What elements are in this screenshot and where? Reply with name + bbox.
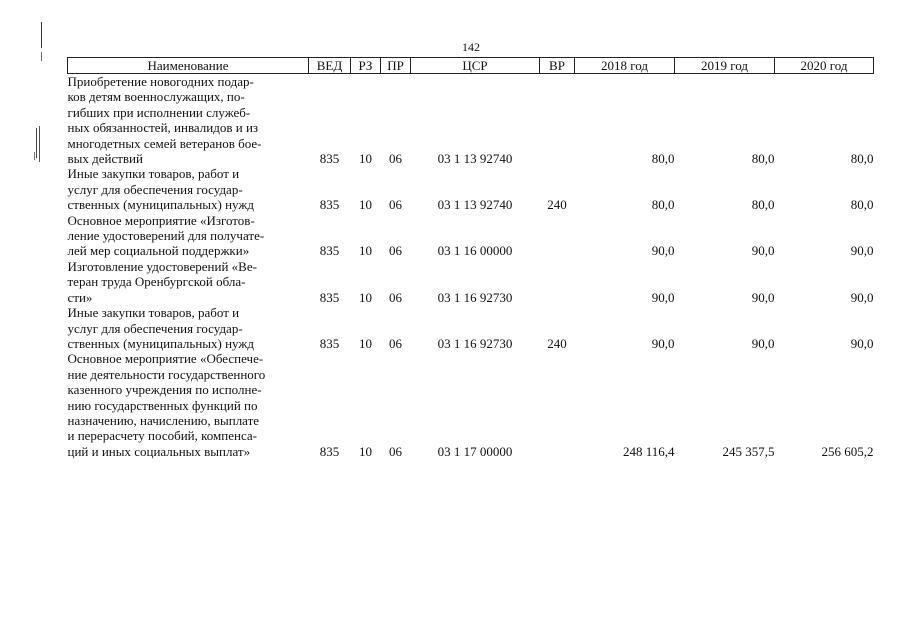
row-name-line: ние деятельности государственного — [67, 366, 266, 382]
row-2020: 90,0 — [850, 243, 874, 259]
row-name — [68, 351, 309, 459]
row-rz: 10 — [359, 197, 372, 213]
row-name-line: многодетных семей ветеранов бое- — [67, 135, 262, 151]
row-name-line: ственных (муниципальных) нужд — [67, 335, 254, 351]
row-name — [68, 213, 309, 259]
header-vr: ВР — [540, 58, 575, 74]
row-name-line: теран труда Оренбургской обла- — [67, 274, 246, 290]
row-ved: 835 — [319, 243, 340, 259]
row-pr: 06 — [389, 443, 402, 459]
row-name-line: гибших при исполнении служеб- — [67, 104, 251, 120]
table-body — [68, 74, 874, 460]
header-ved: ВЕД — [309, 58, 351, 74]
row-2020: 80,0 — [850, 197, 874, 213]
row-2019: 90,0 — [751, 289, 775, 305]
header-2020: 2020 год — [775, 58, 874, 74]
row-csr: 03 1 17 00000 — [437, 443, 513, 459]
row-name-line: услуг для обеспечения государ- — [67, 320, 243, 336]
header-2019: 2019 год — [675, 58, 775, 74]
row-2019: 80,0 — [751, 151, 775, 167]
row-name-line: казенного учреждения по исполне- — [67, 382, 262, 398]
table-row — [68, 213, 874, 259]
scan-artifact — [36, 128, 37, 158]
table-row — [68, 74, 874, 167]
row-vr — [540, 259, 575, 305]
row-2018: 90,0 — [651, 335, 675, 351]
row-name-line: вых действий — [67, 151, 143, 167]
row-name-line: ление удостоверений для получате- — [67, 228, 265, 244]
row-csr: 03 1 16 00000 — [437, 243, 513, 259]
row-2019: 80,0 — [751, 197, 775, 213]
row-csr: 03 1 16 92730 — [437, 289, 513, 305]
row-name-line: ков детям военнослужащих, по- — [67, 89, 245, 105]
row-name-line: Иные закупки товаров, работ и — [67, 305, 240, 321]
table-row — [68, 305, 874, 351]
row-2020: 90,0 — [850, 289, 874, 305]
row-2018: 80,0 — [651, 197, 675, 213]
row-ved: 835 — [319, 289, 340, 305]
row-name-line: ций и иных социальных выплат» — [67, 443, 251, 459]
scan-artifact — [41, 22, 42, 48]
row-csr: 03 1 13 92740 — [437, 197, 513, 213]
row-rz: 10 — [359, 289, 372, 305]
header-csr: ЦСР — [411, 58, 540, 74]
row-name-line: лей мер социальной поддержки» — [67, 243, 250, 259]
row-name-line: Иные закупки товаров, работ и — [67, 166, 240, 182]
scan-artifact — [41, 52, 42, 61]
budget-table — [67, 57, 874, 459]
row-name-line: и перерасчету пособий, компенса- — [67, 428, 257, 444]
header-pr: ПР — [381, 58, 411, 74]
row-2018: 90,0 — [651, 243, 675, 259]
row-ved: 835 — [319, 335, 340, 351]
row-ved: 835 — [319, 197, 340, 213]
row-2019: 90,0 — [751, 335, 775, 351]
row-name — [68, 74, 309, 167]
row-rz: 10 — [359, 335, 372, 351]
row-csr: 03 1 16 92730 — [437, 335, 513, 351]
row-2020: 90,0 — [850, 335, 874, 351]
row-2018: 248 116,4 — [622, 443, 675, 459]
row-name — [68, 305, 309, 351]
row-name-line: назначению, начислению, выплате — [67, 412, 260, 428]
row-vr — [540, 351, 575, 459]
row-pr: 06 — [389, 151, 402, 167]
row-pr: 06 — [389, 289, 402, 305]
scan-artifact — [34, 152, 35, 160]
row-name-line: Приобретение новогодних подар- — [67, 74, 254, 89]
row-name — [68, 259, 309, 305]
row-2020: 80,0 — [850, 151, 874, 167]
table-header-row — [68, 58, 874, 74]
scan-artifact — [39, 126, 40, 162]
row-name-line: ных обязанностей, инвалидов и из — [67, 120, 259, 136]
row-2018: 90,0 — [651, 289, 675, 305]
row-ved: 835 — [319, 443, 340, 459]
row-vr: 240 — [547, 197, 567, 213]
header-rz: РЗ — [351, 58, 381, 74]
row-2019: 245 357,5 — [722, 443, 775, 459]
row-name-line: Изготовление удостоверений «Ве- — [67, 258, 257, 274]
row-name-line: ственных (муниципальных) нужд — [67, 197, 254, 213]
table-row — [68, 259, 874, 305]
row-ved: 835 — [319, 151, 340, 167]
row-name-line: Основное мероприятие «Обеспече- — [67, 351, 264, 367]
row-name-line: нию государственных функций по — [67, 397, 258, 413]
row-rz: 10 — [359, 243, 372, 259]
row-rz: 10 — [359, 443, 372, 459]
row-vr — [540, 213, 575, 259]
row-2018: 80,0 — [651, 151, 675, 167]
row-csr: 03 1 13 92740 — [437, 151, 513, 167]
table-row — [68, 166, 874, 212]
row-rz: 10 — [359, 151, 372, 167]
row-pr: 06 — [389, 243, 402, 259]
row-name — [68, 166, 309, 212]
row-pr: 06 — [389, 197, 402, 213]
header-2018: 2018 год — [575, 58, 675, 74]
row-2020: 256 605,2 — [821, 443, 874, 459]
row-2019: 90,0 — [751, 243, 775, 259]
row-name-line: Основное мероприятие «Изготов- — [67, 212, 255, 228]
row-vr: 240 — [547, 335, 567, 351]
row-name-line: сти» — [67, 289, 93, 305]
row-vr — [540, 74, 575, 167]
row-name-line: услуг для обеспечения государ- — [67, 181, 243, 197]
page-number: 142 — [462, 40, 480, 54]
row-pr: 06 — [389, 335, 402, 351]
header-name: Наименование — [68, 58, 309, 74]
table-row — [68, 351, 874, 459]
